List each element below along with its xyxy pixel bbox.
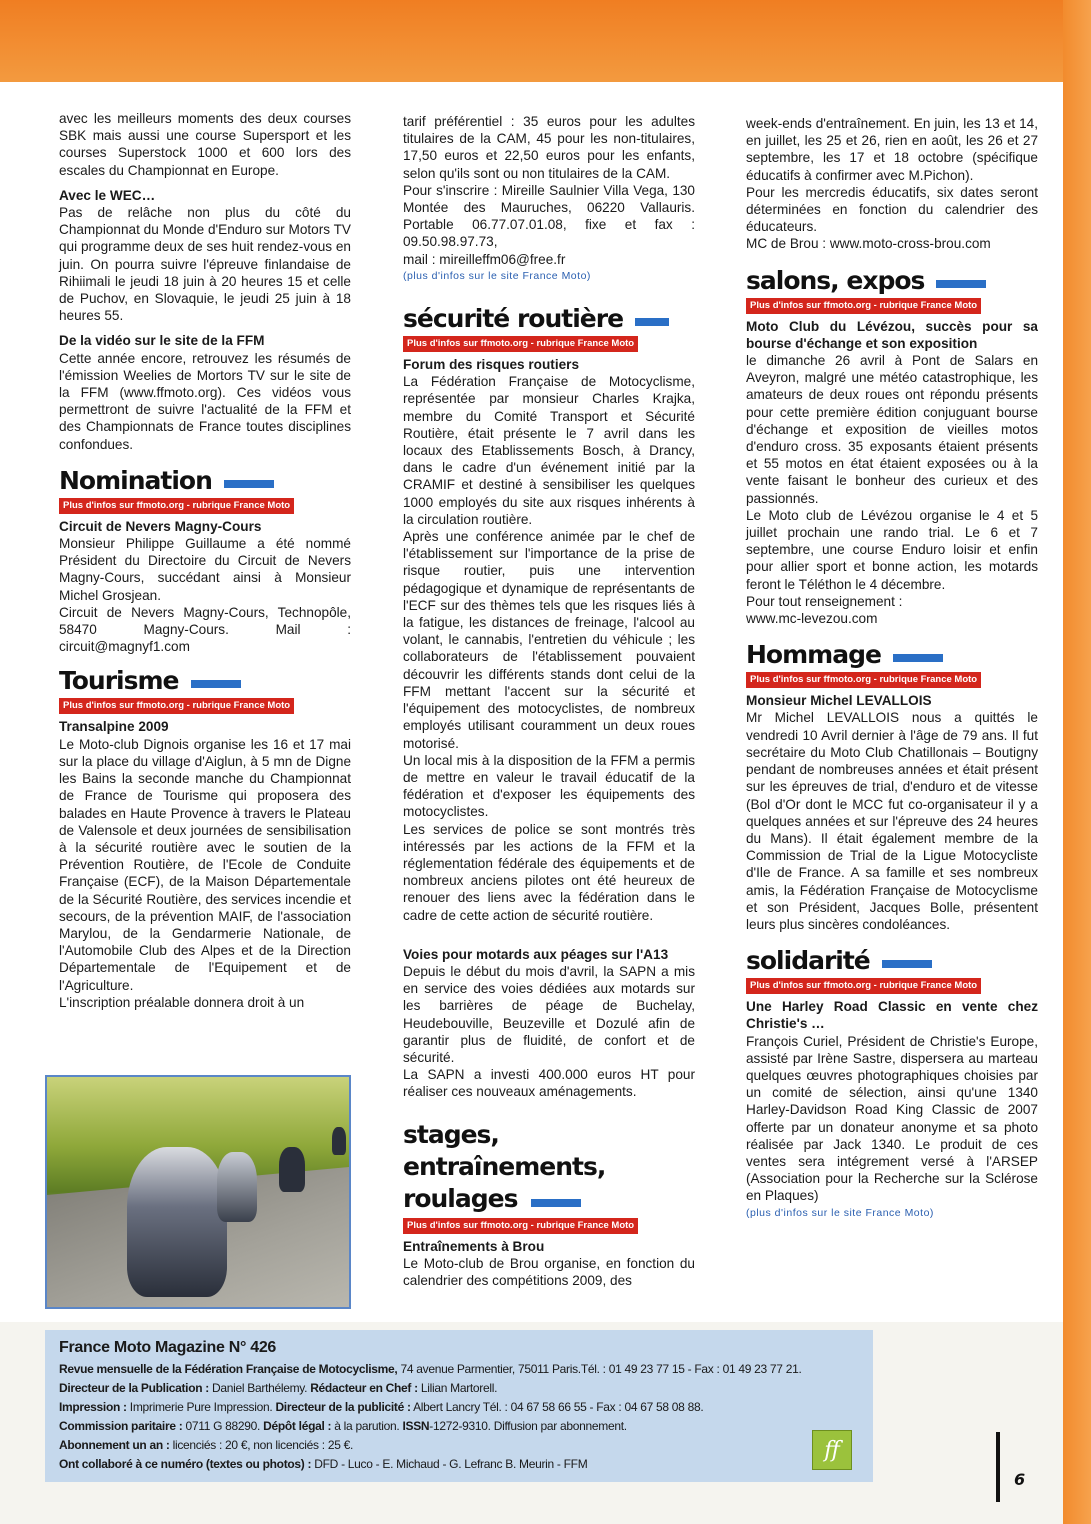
securite-text-4: Les services de police se sont montrés très intéressés par les actions de la FFM et la réglementation fédérale des équipements et de nombreux anciens pilotes ont été heureux de renouer des liens avec la fédération dans le cadre de cette action de sécurité routière. <box>403 821 695 923</box>
printer-seal-icon: ff <box>812 1430 852 1470</box>
peages-text-2: La SAPN a investi 400.000 euros HT pour réaliser ces nouveaux aménagements. <box>403 1067 695 1100</box>
col3-intro: week-ends d'entraînement. En juin, les 13 et 14, en juillet, les 25 et 26, rien en août, les 26 et 27 septembre, les 17 et 18 octobre (spécifique éducatifs à confirmer avec M.Pichon). <box>746 116 1038 183</box>
tourisme-text: Le Moto-club Dignois organise les 16 et 17 mai sur la place du village d'Aiglun, à 5 mn de Digne les Bains la seconde manche du Championnat de France de Tourisme qui proposera des balades en Haute Provence à travers le Plateau de Valensole et deux journées de sensibilisation à la sécurité routière avec le soutien de la Prévention Routière, de l'Ecole de Conduite Française (ECF), de la Maison Départementale de la Sécurité Routière, des services incendie et secours, de la prévention MAIF, de l'association Marylou, de la Gendarmerie Nationale, de l'Automobile Club des Alpes et de la Direction Départementale de l'Equipement et de l'Agriculture. <box>59 736 351 993</box>
col2-contact: Pour s'inscrire : Mireille Saulnier Villa Vega, 130 Montée des Mauruches, 06220 Vallauris. Portable 06.77.07.01.08, fixe et fax : 09.50.98.97.73, <box>403 182 695 250</box>
col2-intro: tarif préférentiel : 35 euros pour les adultes titulaires de la CAM, 45 pour les non-titulaires, 17,50 euros et 22,50 euros pour les enfants, selon qu'ils sont ou non titulaires de la CAM. <box>403 114 695 181</box>
securite-text-3: Un local mis à la disposition de la FFM a permis de mettre en valeur le travail éducatif de la fédération et d'exposer les équipements des motocyclistes. <box>403 752 695 820</box>
securite-text-1: La Fédération Française de Motocyclisme, représentée par monsieur Charles Krajka, membre du Comité Transport et Sécurité Routière, était présente le 7 avril dans les locaux des Etablissements Bosch, à Drancy, dans le cadre d'un événement initié par la CRAMIF et destiné à sensibiliser les quelques 1000 employés du site aux risques inhérents à la circulation routière. <box>403 374 695 527</box>
salons-text-4: www.mc-levezou.com <box>746 611 878 627</box>
masthead-box <box>45 1330 873 1482</box>
info-badge[interactable]: Plus d'infos sur ffmoto.org - rubrique France Moto <box>403 336 638 352</box>
info-badge[interactable]: Plus d'infos sur ffmoto.org - rubrique France Moto <box>59 498 294 514</box>
nomination-address: Circuit de Nevers Magny-Cours, Technopôle, 58470 Magny-Cours. Mail : circuit@magnyf1.com <box>59 604 351 655</box>
stages-section <box>403 1119 695 1290</box>
column-1 <box>59 110 351 1011</box>
title-bar <box>893 654 943 662</box>
salons-text-1: le dimanche 26 avril à Pont de Salars en Aveyron, malgré une météo catastrophique, les amateurs de deux roues ont répondu présents pour cette première édition conjuguant bourse d'échange et exposition de vieilles motos d'enduro cross. 35 exposants étaient présents et 55 motos en état étaient exposées ou à la vente faisant le bonheur des curieux et des passionnés. <box>746 353 1038 506</box>
tourisme-title: Tourisme <box>59 667 351 695</box>
rider <box>279 1147 305 1192</box>
hommage-title: Hommage <box>746 641 1038 669</box>
title-bar <box>882 960 932 968</box>
title-bar <box>191 680 241 688</box>
solidarite-section <box>746 947 1038 1222</box>
peages-heading: Voies pour motards aux péages sur l'A13 <box>403 946 669 962</box>
masthead-row: Abonnement un an : licenciés : 20 €, non licenciés : 25 €. <box>59 1438 354 1452</box>
title-bar <box>224 480 274 488</box>
top-orange-band <box>0 0 1091 82</box>
tourisme-heading: Transalpine 2009 <box>59 719 169 735</box>
column-2 <box>403 113 695 1289</box>
nomination-heading: Circuit de Nevers Magny-Cours <box>59 518 262 534</box>
plus-infos-link[interactable]: (plus d'infos sur le site France Moto) <box>746 1206 934 1219</box>
masthead-row: Ont collaboré à ce numéro (textes ou photos) : DFD - Luco - E. Michaud - G. Lefranc B. Meurin - FFM <box>59 1457 588 1471</box>
col3-text-2: Pour les mercredis éducatifs, six dates seront déterminées en fonction du calendrier des éducateurs. <box>746 184 1038 235</box>
peages-text-1: Depuis le début du mois d'avril, la SAPN a mis en service des voies dédiées aux motards sur les barrières de péage de Buchelay, Heudebouville, Beuzeville et Dozulé afin de garantir plus de fluidité, de confort et de sécurité. <box>403 963 695 1065</box>
video-heading: De la vidéo sur le site de la FFM <box>59 333 265 349</box>
solidarite-text: François Curiel, Président de Christie's Europe, assisté par Irène Sastre, dispersera au marteau quelques œuvres photographiques choisies par un comité de sélection, ainsi qu'une 1340 Harley-Davidson Road King Classic de 2007 offerte par un donateur anonyme et sa photo réalisée par Jack 1340. Le produit de ces ventes sera intégrement versé à l'ARSEP (Association pour la Recherche sur la Sclérose en Plaques) <box>746 1033 1038 1204</box>
rider <box>217 1152 257 1222</box>
right-orange-band <box>1063 0 1091 1524</box>
hommage-heading: Monsieur Michel LEVALLOIS <box>746 693 932 709</box>
column-3 <box>746 115 1038 1222</box>
page-mark <box>996 1432 1000 1502</box>
info-badge[interactable]: Plus d'infos sur ffmoto.org - rubrique France Moto <box>746 672 981 688</box>
title-bar <box>635 318 669 326</box>
info-badge[interactable]: Plus d'infos sur ffmoto.org - rubrique France Moto <box>746 298 981 314</box>
hommage-section <box>746 641 1038 933</box>
salons-text-3: Pour tout renseignement : <box>746 593 903 609</box>
motorcycle-riders-photo <box>45 1075 351 1309</box>
salons-text-2: Le Moto club de Lévézou organise le 4 et 5 juillet prochain une rando trial. Le 6 et 7 septembre, une course Enduro loisir et enfin pour allier sport et bonne action, les motards feront le Téléthon le 4 décembre. <box>746 507 1038 592</box>
securite-heading: Forum des risques routiers <box>403 357 580 373</box>
securite-title: sécurité routière <box>403 305 695 333</box>
video-text: Cette année encore, retrouvez les résumés de l'émission Weelies de Mortors TV sur le site de la FFM (www.ffmoto.org). Ces vidéos vous permettront de suivre l'actualité de la FFM et des Championnats de France toutes disciplines confondues. <box>59 350 351 452</box>
nomination-section <box>59 467 351 656</box>
title-bar <box>936 280 986 288</box>
info-badge[interactable]: Plus d'infos sur ffmoto.org - rubrique France Moto <box>746 978 981 994</box>
magazine-title: France Moto Magazine N° 426 <box>59 1339 277 1356</box>
page-number: 6 <box>1014 1470 1026 1489</box>
hommage-text: Mr Michel LEVALLOIS nous a quittés le vendredi 10 Avril dernier à l'âge de 79 ans. Il fut secrétaire du Moto Club Chatillonais – Boutigny pendant de nombreuses années et était présent sur les épreuves de trial, d'enduro et de vitesse (Bol d'Or dont le MCC fut co-organisateur il y a quelques années et sur l'épreuve des 24 heures du Mans). Il était également membre de la Commission de Trial de la Ligue Motocycliste d'Ile de France. A sa famille et ses nombreux amis, la Fédération Française de Motocyclisme et son Président, Jacques Bolle, présentent leurs plus sincères condoléances. <box>746 710 1038 932</box>
wec-text: Pas de relâche non plus du côté du Championnat du Monde d'Enduro sur Motors TV qui programme deux de ses huit rendez-vous en juin. On pourra suivre l'épreuve finlandaise de Rihiimali le jeudi 18 juin à 20 heures 15 et celle de Puchov, en Slovaquie, le jeudi 25 juin à 18 heures 55. <box>59 205 351 324</box>
solidarite-heading: Une Harley Road Classic en vente chez Christie's … <box>746 999 1038 1032</box>
plus-infos-link[interactable]: (plus d'infos sur le site France Moto) <box>403 269 591 282</box>
securite-text-2: Après une conférence animée par le chef de l'établissement sur l'importance de la prise de risque routier, puis une intervention pédagogique et dynamique de représentants de l'ECF sur des thèmes tels que les risques liés à la fatigue, les distances de freinage, l'alcool au volant, le cannabis, l'entretien du véhicule ; les collaborateurs de l'établissement pouvaient découvrir les différents stands dont celui de la FFM mettant l'accent sur la sécurité et l'équipement des motocyclistes, de nombreux employés utilisant couramment un deux roues motorisé. <box>403 529 695 751</box>
masthead-row: Directeur de la Publication : Daniel Barthélemy. Rédacteur en Chef : Lilian Martorell. <box>59 1381 498 1395</box>
solidarite-title: solidarité <box>746 947 1038 975</box>
nomination-title: Nomination <box>59 467 351 495</box>
salons-section <box>746 267 1038 628</box>
stages-text: Le Moto-club de Brou organise, en fonction du calendrier des compétitions 2009, des <box>403 1255 695 1288</box>
stages-title: stages, entraînements, roulages <box>403 1119 606 1213</box>
wec-heading: Avec le WEC… <box>59 187 156 203</box>
salons-title: salons, expos <box>746 267 1038 295</box>
info-badge[interactable]: Plus d'infos sur ffmoto.org - rubrique France Moto <box>59 698 294 714</box>
nomination-text: Monsieur Philippe Guillaume a été nommé Président du Directoire du Circuit de Nevers Magny-Cours, succédant ainsi à Monsieur Michel Grosjean. <box>59 536 351 603</box>
info-badge[interactable]: Plus d'infos sur ffmoto.org - rubrique France Moto <box>403 1218 638 1234</box>
col1-intro: avec les meilleurs moments des deux courses SBK mais aussi une course Supersport et les courses Superstock 1000 et 600 lors des escales du Championnat en Europe. <box>59 111 351 178</box>
securite-section <box>403 305 695 1101</box>
tourisme-text-2: L'inscription préalable donnera droit à un <box>59 994 305 1010</box>
masthead-row: Commission paritaire : 0711 G 88290. Dépôt légal : à la parution. ISSN-1272-9310. Diffusion par abonnement. <box>59 1419 627 1433</box>
rider <box>332 1127 346 1155</box>
col2-mail: mail : mireilleffm06@free.fr <box>403 251 566 267</box>
stages-heading: Entraînements à Brou <box>403 1238 545 1254</box>
salons-heading: Moto Club du Lévézou, succès pour sa bourse d'échange et son exposition <box>746 318 1038 351</box>
col3-text-3: MC de Brou : www.moto-cross-brou.com <box>746 236 991 252</box>
rider <box>127 1147 227 1297</box>
tourisme-section <box>59 667 351 1010</box>
masthead-row: Impression : Imprimerie Pure Impression. Directeur de la publicité : Albert Lancry Tél. : 04 67 58 66 55 - Fax : 04 67 58 08 88. <box>59 1400 704 1414</box>
title-bar <box>531 1199 581 1207</box>
masthead-row: Revue mensuelle de la Fédération Française de Motocyclisme, 74 avenue Parmentier, 75011 Paris.Tél. : 01 49 23 77 15 - Fax : 01 49 23 77 21. <box>59 1362 802 1376</box>
